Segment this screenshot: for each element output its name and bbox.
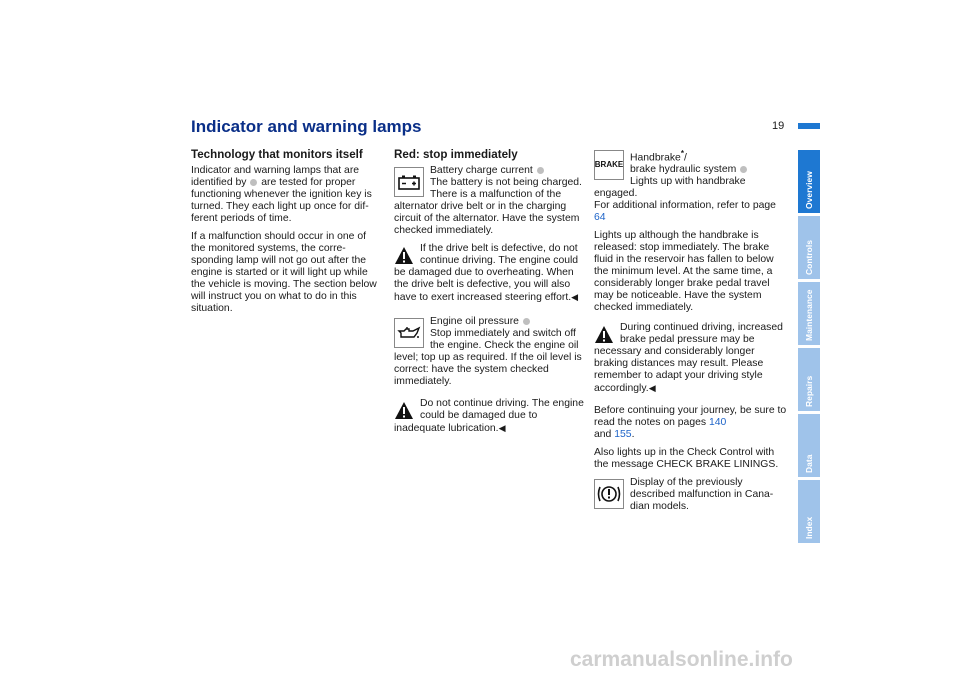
handbrake-slash: / xyxy=(683,152,687,164)
period-text: . xyxy=(631,429,635,441)
brake-warning-circle-icon xyxy=(594,479,624,509)
warning-block-oil xyxy=(394,398,585,435)
battery-block xyxy=(394,165,585,237)
page-title: Indicator and warning lamps xyxy=(191,117,422,136)
handbrake-title: Handbrake xyxy=(630,152,681,164)
brake-hydraulic-title: brake hydraulic system xyxy=(630,164,737,176)
handbrake-text: Lights up with handbrake engaged. xyxy=(594,176,746,200)
brake-icon xyxy=(594,150,624,180)
oil-text: Stop immediately and switch off the engine. Check the engine oil level; top up as required. If the oil level is correct: have the system checked immediately. xyxy=(394,328,582,387)
paragraph-check-control: Also lights up in the Check Control with the message CHECK BRAKE LININGS. xyxy=(594,447,779,471)
end-mark-icon: ◀ xyxy=(648,383,656,394)
before-text: Before continuing your journey, be sure to read the notes on pages xyxy=(594,405,787,429)
tab-label: Index xyxy=(804,516,814,539)
tab-label: Data xyxy=(804,454,814,473)
warning-text-oil: Do not continue driving. The engine could be damaged due to inadequate lubrication. xyxy=(394,398,584,434)
warning-triangle-icon xyxy=(394,246,414,265)
page-link-64[interactable]: 64 xyxy=(594,212,606,224)
intro-text-a: Indicator and warning lamps that are identified by xyxy=(191,165,360,188)
battery-title: Battery charge current xyxy=(430,165,533,176)
tab-controls[interactable] xyxy=(798,216,820,279)
tab-label: Maintenance xyxy=(804,289,814,341)
paragraph-released: Lights up although the handbrake is released: stop immediately. The brake fluid in the reservoir has fallen to below the minimum level. At the same time, a considerably longer brake pedal travel may be noticeable. Have the system checked immediately. xyxy=(594,230,774,314)
indicator-dot-icon xyxy=(250,179,257,186)
canada-text: Display of the previously described malfunction in Cana-dian models. xyxy=(630,477,774,513)
oil-block xyxy=(394,316,585,388)
optional-star: * xyxy=(680,149,684,158)
tab-index[interactable] xyxy=(798,480,820,543)
end-mark-icon: ◀ xyxy=(498,423,506,433)
end-mark-icon: ◀ xyxy=(571,292,579,302)
and-text: and xyxy=(594,429,612,441)
tab-maintenance[interactable] xyxy=(798,282,820,345)
warning-block-belt xyxy=(394,243,585,304)
brake-icon-label: BRAKE xyxy=(594,160,624,169)
canada-block xyxy=(594,477,787,513)
column-3 xyxy=(594,148,787,519)
column-1 xyxy=(191,148,383,321)
tab-repairs[interactable] xyxy=(798,348,820,411)
warning-block-brake xyxy=(594,322,787,395)
tab-label: Overview xyxy=(804,171,814,209)
warning-text-brake: During continued driving, increased brake pedal pressure may be necessary and considerably longer braking distances may result. Please remember to adapt your driving style accordingly. xyxy=(594,322,783,395)
oil-title: Engine oil pressure xyxy=(430,316,519,327)
page-link-140[interactable]: 140 xyxy=(708,417,727,429)
battery-icon xyxy=(394,167,424,197)
section-tabs xyxy=(798,150,820,546)
tab-overview[interactable] xyxy=(798,150,820,213)
oil-can-icon xyxy=(394,318,424,348)
paragraph-intro xyxy=(191,165,383,225)
paragraph-malfunction: If a malfunction should occur in one of the monitored systems, the corre-sponding lamp will not go out after the engine is started or it will light up while the vehicle is moving. The section below will instruct you on what to do in this situation. xyxy=(191,231,377,314)
column-2 xyxy=(394,148,585,441)
tab-data[interactable] xyxy=(798,414,820,477)
page-marker xyxy=(798,123,820,129)
battery-text: The battery is not being charged. There is a malfunction of the alternator drive belt or in the charging circuit of the alternator. Have the system checked immediately. xyxy=(394,177,582,236)
info-text: For additional information, refer to page xyxy=(594,200,776,212)
intro-text-b: are tested for proper functioning whenever the ignition key is turned. They each light up once for dif-ferent periods of time. xyxy=(191,177,372,224)
section-heading-technology: Technology that monitors itself xyxy=(191,148,363,161)
indicator-dot-icon xyxy=(537,167,544,174)
indicator-dot-icon xyxy=(523,318,530,325)
indicator-dot-icon xyxy=(740,166,747,173)
watermark: carmanualsonline.info xyxy=(570,648,793,671)
page-number: 19 xyxy=(772,120,785,132)
page-link-155[interactable]: 155 xyxy=(614,429,632,441)
warning-triangle-icon xyxy=(394,401,414,420)
handbrake-block xyxy=(594,148,787,224)
warning-triangle-icon xyxy=(594,325,614,344)
warning-text-belt: If the drive belt is defective, do not continue driving. The engine could be damaged due to overheating. When the drive belt is defective, you will also have to exert increased steering effort. xyxy=(394,243,579,303)
tab-label: Controls xyxy=(804,240,814,275)
section-heading-red-stop: Red: stop immediately xyxy=(394,148,518,161)
tab-label: Repairs xyxy=(804,375,814,407)
paragraph-before-continuing xyxy=(594,405,787,441)
